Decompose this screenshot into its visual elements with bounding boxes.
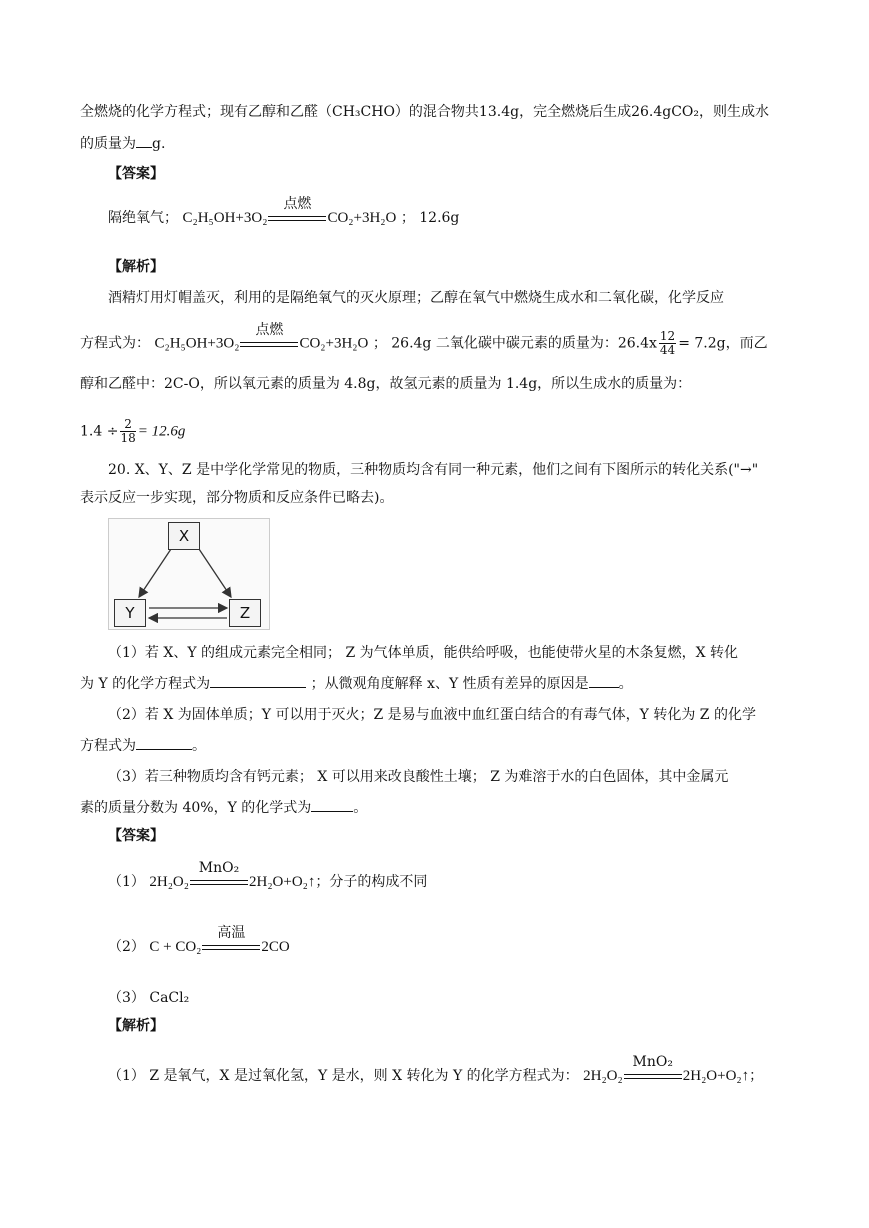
formula: CaCl₂	[149, 990, 190, 1006]
fraction	[659, 330, 676, 357]
condition-label: MnO₂	[198, 860, 240, 876]
fraction	[120, 418, 135, 445]
conversion-diagram	[108, 518, 270, 630]
equation-products: CO₂+3H₂O	[299, 335, 369, 352]
answer-heading: 【答案】	[108, 166, 164, 182]
node-y: Y	[114, 599, 146, 627]
text: ；从微观角度解释 x、Y 性质有差异的原因是	[310, 676, 589, 692]
equation-products: 2H₂O+O₂↑	[682, 1068, 750, 1084]
denominator: 18	[120, 431, 136, 445]
q20-stem-line-1: 20. X、Y、Z 是中学化学常见的物质，三种物质均含有同一种元素，他们之间有下图所示的转化关系("→"	[108, 462, 759, 478]
condition-label: MnO₂	[632, 1054, 673, 1070]
intro-line-2	[80, 134, 165, 154]
text: （1）	[108, 874, 145, 890]
equation-products: CO₂+3H₂O	[327, 210, 397, 226]
text: 的质量为	[80, 136, 136, 152]
text: 为 Y 的化学方程式为	[80, 676, 211, 692]
answer-blank	[210, 675, 306, 688]
text: = 12.6g	[137, 423, 186, 440]
q20-part3-line-2	[80, 798, 367, 818]
text: ； 12.6g	[400, 210, 460, 226]
equation-reactants: 2H₂O₂	[583, 1068, 623, 1084]
condition-label: 点燃	[255, 321, 284, 338]
equation-reactants: C₂H₅OH+3O₂	[182, 210, 268, 226]
analysis-heading: 【解析】	[108, 259, 164, 275]
q19-answer-line	[108, 196, 460, 228]
equation-products: 2CO	[261, 939, 290, 955]
q19-analysis-line-4	[80, 418, 185, 445]
condition-label: 高温	[217, 925, 246, 941]
text: 。	[618, 676, 633, 692]
arrow-x-to-y	[139, 549, 171, 597]
reaction-condition	[624, 1054, 682, 1086]
reaction-condition	[190, 860, 248, 892]
text: （1） Z 是氧气，X 是过氧化氢，Y 是水，则 X 转化为 Y 的化学方程式为：	[108, 1068, 579, 1084]
answer-heading: 【答案】	[108, 828, 164, 844]
text: ； 26.4g 二氧化碳中碳元素的质量为：26.4x	[372, 335, 657, 352]
answer-blank	[589, 675, 619, 688]
equation-products: 2H₂O+O₂↑	[249, 874, 316, 890]
q19-analysis-line-2	[80, 321, 768, 357]
numerator: 12	[659, 329, 676, 343]
q20-analysis-line-1	[108, 1054, 764, 1086]
double-line	[268, 216, 326, 221]
text: 方程式为：	[80, 335, 150, 352]
double-line	[190, 880, 248, 885]
reaction-condition	[202, 925, 260, 957]
intro-line-1: 全燃烧的化学方程式；现有乙醇和乙醛（CH₃CHO）的混合物共13.4g，完全燃烧后生成26.4gCO₂，则生成水	[80, 104, 769, 120]
answer-blank	[136, 135, 152, 148]
condition-label: 点燃	[283, 196, 312, 212]
q19-analysis-line-3: 醇和乙醛中：2C-O，所以氧元素的质量为 4.8g，故氢元素的质量为 1.4g，所以生成水的质量为：	[80, 376, 692, 392]
text: （2）	[108, 939, 145, 955]
numerator: 2	[120, 418, 135, 432]
double-line	[202, 945, 260, 950]
text: 隔绝氧气；	[108, 210, 178, 226]
text: ；	[749, 1068, 764, 1084]
denominator: 44	[659, 343, 676, 357]
equation-reactants: C₂H₅OH+3O₂	[154, 335, 240, 352]
reaction-condition	[240, 321, 298, 354]
q20-part1-line-1: （1）若 X、Y 的组成元素完全相同； Z 为气体单质，能供给呼吸，也能使带火星的木条复燃，X 转化	[108, 645, 739, 661]
arrow-x-to-z	[199, 549, 231, 597]
node-x: X	[168, 522, 200, 550]
q20-part2-line-1: （2）若 X 为固体单质；Y 可以用于灭火；Z 是易与血液中血红蛋白结合的有毒气体，Y 转化为 Z 的化学	[108, 707, 756, 723]
reaction-condition	[268, 196, 326, 228]
text: 方程式为	[80, 738, 136, 754]
double-line	[624, 1074, 682, 1079]
equation-reactants: 2H₂O₂	[149, 874, 189, 890]
node-z: Z	[229, 599, 261, 627]
q20-stem-line-2: 表示反应一步实现，部分物质和反应条件已略去)。	[80, 490, 394, 506]
equation-reactants: C + CO₂	[149, 939, 202, 955]
text: g.	[152, 136, 166, 152]
q20-part1-line-2	[80, 674, 633, 694]
analysis-heading: 【解析】	[108, 1018, 164, 1034]
q20-part3-line-1: （3）若三种物质均含有钙元素； X 可以用来改良酸性土壤； Z 为难溶于水的白色固体，其中金属元	[108, 769, 729, 785]
text: 。	[192, 738, 206, 754]
answer-blank	[311, 799, 353, 812]
double-line	[240, 342, 298, 347]
q20-part2-line-2	[80, 736, 206, 756]
text: 素的质量分数为 40%，Y 的化学式为	[80, 800, 312, 816]
text: = 7.2g，而乙	[678, 335, 768, 352]
q20-answer-2	[108, 925, 290, 957]
text: 1.4 ÷	[80, 423, 119, 440]
q19-analysis-line-1: 酒精灯用灯帽盖灭，利用的是隔绝氧气的灭火原理；乙醇在氧气中燃烧生成水和二氧化碳，化学反应	[108, 290, 724, 306]
text: （3）	[108, 990, 145, 1006]
q20-answer-1	[108, 860, 428, 892]
text: 。	[353, 800, 368, 816]
answer-blank	[136, 737, 192, 750]
q20-answer-3	[108, 988, 189, 1008]
text: ；分子的构成不同	[315, 874, 428, 890]
